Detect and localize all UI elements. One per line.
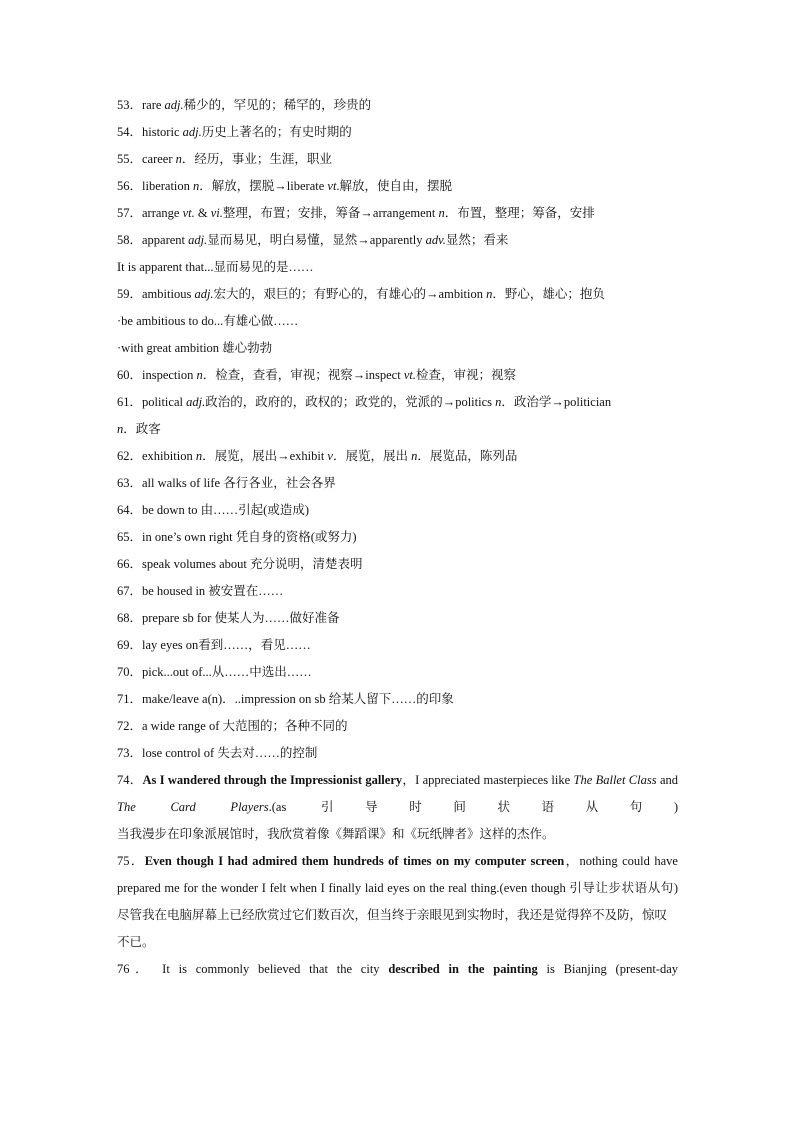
vocab-entry [117, 686, 678, 713]
text-run: adj. [182, 125, 202, 139]
text-run: 59．ambitious [117, 287, 195, 301]
text-run: ．政客 [123, 422, 161, 436]
text-run: 整理，布置；安排，筹备→arrangement [222, 206, 439, 220]
text-run: 74． [117, 773, 143, 787]
text-run: The Card Players [117, 800, 269, 814]
vocab-entry [117, 389, 678, 416]
text-run: .解放，使自由，摆脱 [336, 179, 453, 193]
text-run: ．布置，整理；筹备，安排 [444, 206, 595, 220]
vocab-entry [117, 281, 678, 308]
text-run: 68．prepare sb for 使某人为……做好准备 [117, 611, 340, 625]
vocab-entry [117, 416, 678, 443]
vocab-entry [117, 578, 678, 605]
text-run: ·with great ambition 雄心勃勃 [117, 341, 273, 355]
text-run: vi. [210, 206, 223, 220]
vocab-entry [117, 335, 678, 362]
text-run: adj. [194, 287, 214, 301]
text-run: Even though I had admired them hundreds of times on my computer screen [144, 854, 565, 868]
vocabulary-list [117, 92, 678, 767]
text-run: 显然；看来 [445, 233, 509, 247]
vocab-entry [117, 254, 678, 281]
sentence-translation: 当我漫步在印象派展馆时，我欣赏着像《舞蹈课》和《玩纸牌者》这样的杰作。 [117, 827, 555, 841]
text-run: vt. [403, 368, 416, 382]
vocab-entry [117, 497, 678, 524]
vocab-entry [117, 443, 678, 470]
text-run: 75． [117, 854, 145, 868]
text-run: n [438, 206, 445, 220]
text-run: 72．a wide range of 大范围的；各种不同的 [117, 719, 348, 733]
text-run: n [117, 422, 124, 436]
text-run: 76． It is commonly believed that the city [117, 962, 389, 976]
sentence-list [117, 767, 678, 983]
text-run: n [495, 395, 502, 409]
vocab-entry [117, 551, 678, 578]
vocab-entry [117, 362, 678, 389]
text-run: ·be ambitious to do...有雄心做…… [117, 314, 299, 328]
vocab-entry [117, 200, 678, 227]
text-run: n [196, 368, 203, 382]
text-run: 政治的，政府的，政权的；政党的，党派的→politics [205, 395, 496, 409]
text-run: 57．arrange [117, 206, 183, 220]
text-run: n [486, 287, 493, 301]
text-run: ．展览，展出→exhibit [202, 449, 328, 463]
text-run: .(as 引导时间状语从句) [268, 800, 678, 814]
text-run: ，nothing could have prepared me for the wonder I felt when I finally laid eyes on the real thing.(even though 引导让步状语从句) [117, 854, 678, 895]
text-run: ．展览，展出 [332, 449, 412, 463]
vocab-entry [117, 173, 678, 200]
text-run: 宏大的，艰巨的；有野心的，有雄心的→ambition [213, 287, 487, 301]
vocab-entry [117, 713, 678, 740]
text-run: 65．in one’s own right 凭自身的资格(或努力) [117, 530, 357, 544]
text-run: 53．rare [117, 98, 165, 112]
text-run: n [193, 179, 200, 193]
text-run: adv. [425, 233, 446, 247]
text-run: is Bianjing (present-day [537, 962, 678, 976]
text-run: 71．make/leave a(n)．..impression on sb 给某人留下……的印象 [117, 692, 454, 706]
text-run: 历史上著名的；有史时期的 [201, 125, 352, 139]
text-run: & [194, 206, 211, 220]
text-run: As I wandered through the Impressionist gallery [142, 773, 403, 787]
text-run: 64．be down to 由……引起(或造成) [117, 503, 309, 517]
vocab-entry [117, 524, 678, 551]
text-run: 58．apparent [117, 233, 189, 247]
vocab-entry [117, 659, 678, 686]
vocab-entry [117, 119, 678, 146]
text-run: ．政治学→politician [501, 395, 612, 409]
text-run: vt [327, 179, 337, 193]
text-run: 显而易见，明白易懂，显然→apparently [207, 233, 426, 247]
vocab-entry [117, 605, 678, 632]
text-run: 62．exhibition [117, 449, 196, 463]
vocab-entry [117, 92, 678, 119]
text-run: n [175, 152, 182, 166]
sentence-translation: 尽管我在电脑屏幕上已经欣赏过它们数百次，但当终于亲眼见到实物时，我还是觉得猝不及防，惊叹不已。 [117, 908, 668, 949]
text-run: 56．liberation [117, 179, 194, 193]
text-run: ．野心，雄心；抱负 [492, 287, 605, 301]
document-page [117, 92, 678, 983]
text-run: 66．speak volumes about 充分说明，清楚表明 [117, 557, 363, 571]
vocab-entry [117, 632, 678, 659]
vocab-entry [117, 227, 678, 254]
text-run: 70．pick...out of...从……中选出…… [117, 665, 312, 679]
text-run: n [195, 449, 203, 463]
text-run: ．展览品，陈列品 [417, 449, 518, 463]
text-run: The Ballet Class [573, 773, 657, 787]
text-run: v [327, 449, 333, 463]
example-sentence [117, 767, 678, 821]
text-run: 60．inspection [117, 368, 197, 382]
text-run: 63．all walks of life 各行各业，社会各界 [117, 476, 336, 490]
text-run: ．解放，摆脱→liberate [199, 179, 328, 193]
text-run: 54．historic [117, 125, 183, 139]
text-run: adj. [188, 233, 208, 247]
text-run: 检查，审视；视察 [415, 368, 516, 382]
text-run: adj. [186, 395, 206, 409]
text-run: 69．lay eyes on看到……，看见…… [117, 638, 311, 652]
text-run: adj. [164, 98, 184, 112]
text-run: ，I appreciated masterpieces like [402, 773, 574, 787]
text-run: vt. [182, 206, 195, 220]
text-run: 稀少的，罕见的；稀罕的，珍贵的 [183, 98, 372, 112]
vocab-entry [117, 308, 678, 335]
vocab-entry [117, 470, 678, 497]
vocab-entry [117, 740, 678, 767]
text-run: It is apparent that...显而易见的是…… [117, 260, 314, 274]
text-run: 61．political [117, 395, 187, 409]
text-run: 67．be housed in 被安置在…… [117, 584, 284, 598]
example-sentence [117, 956, 678, 983]
text-run: 55．career [117, 152, 176, 166]
text-run: ．检查，查看，审视；视察→inspect [202, 368, 404, 382]
text-run: ．经历，事业；生涯，职业 [181, 152, 332, 166]
text-run: described in the painting [388, 962, 538, 976]
text-run: and [656, 773, 678, 787]
example-sentence [117, 848, 678, 902]
text-run: 73．lose control of 失去对……的控制 [117, 746, 318, 760]
vocab-entry [117, 146, 678, 173]
text-run: n [411, 449, 418, 463]
